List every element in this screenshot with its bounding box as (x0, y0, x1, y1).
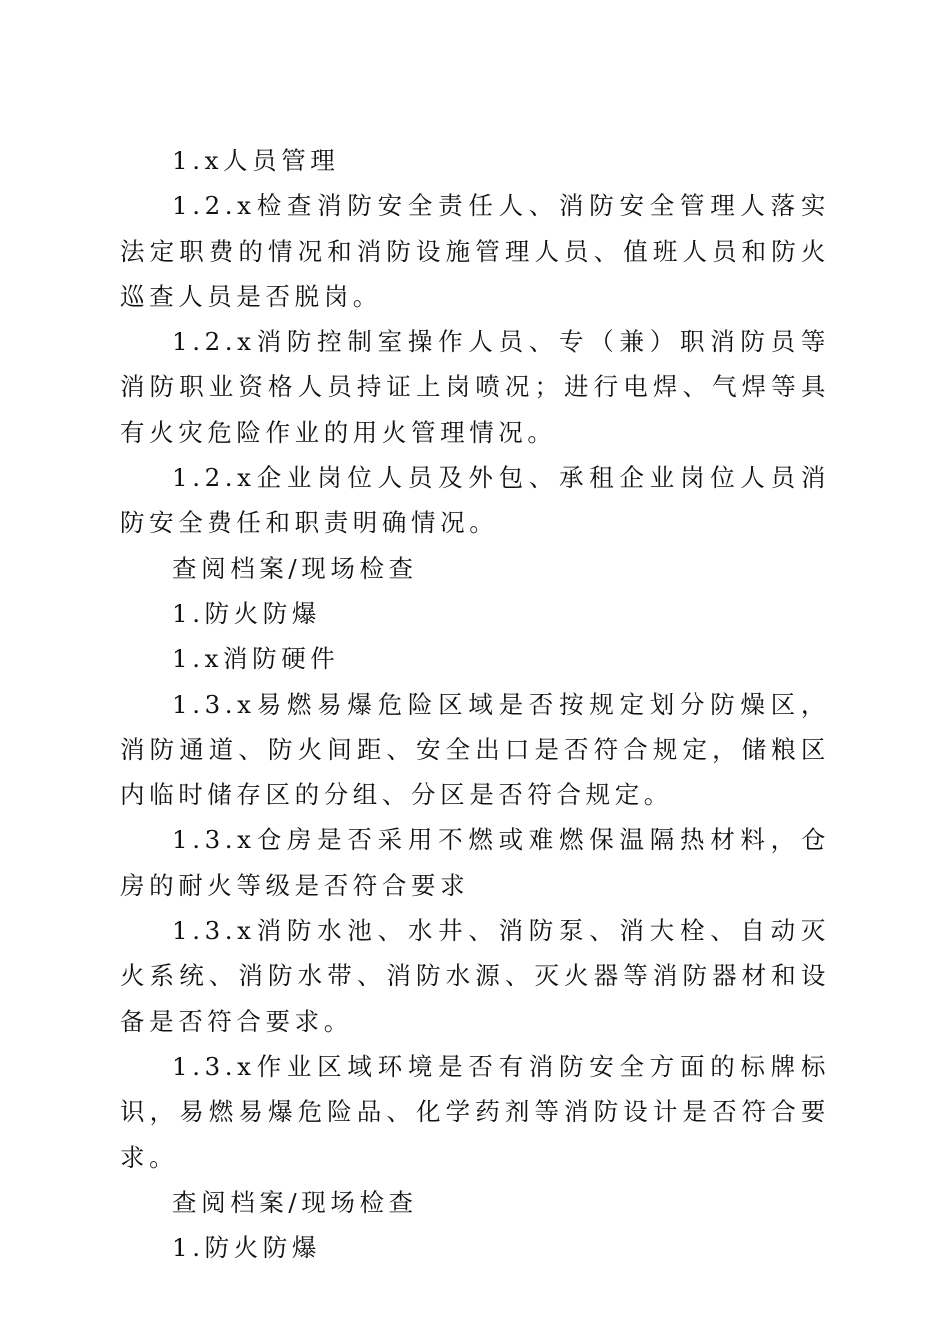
heading-personnel-management: 1.x人员管理 (172, 146, 340, 175)
item-post-personnel: 1.2.x企业岗位人员及外包、承租企业岗位人员消防安全费任和职责明确情况。 (120, 463, 830, 538)
heading-fire-hardware: 1.x消防硬件 (172, 644, 340, 674)
method-archive-inspection: 查阅档案/现场检查 (172, 553, 418, 583)
item-warehouse-materials: 1.3.x仓房是否采用不燃或难燃保温隔热材料，仓房的耐火等级是否符合要求 (120, 825, 830, 900)
item-fire-equipment: 1.3.x消防水池、水井、消防泵、消大栓、自动灭火系统、消防水带、消防水源、灭火器等消防器材和设备是否符合要求。 (120, 916, 830, 1036)
heading-fire-explosion-prevention-2: 1.防火防爆 (172, 1233, 321, 1263)
heading-fire-explosion-prevention: 1.防火防爆 (172, 598, 321, 628)
item-hazard-zones: 1.3.x易燃易爆危险区域是否按规定划分防燥区，消防通道、防火间距、安全出口是否符合规定，储粮区内临时储存区的分组、分区是否符合规定。 (120, 689, 830, 810)
item-signage-design: 1.3.x作业区域环境是否有消防安全方面的标牌标识，易燃易爆危险品、化学药剂等消防设计是否符合要求。 (120, 1051, 830, 1172)
item-control-room-staff: 1.2.x消防控制室操作人员、专（兼）职消防员等消防职业资格人员持证上岗喷况；进行电焊、气焊等具有火灾危险作业的用火管理情况。 (120, 327, 830, 447)
item-responsibility-check: 1.2.x检查消防安全责任人、消防安全管理人落实法定职费的情况和消防设施管理人员、值班人员和防火巡查人员是否脱岗。 (120, 191, 830, 311)
method-archive-inspection-2: 查阅档案/现场检查 (172, 1187, 418, 1217)
document-body (120, 138, 830, 1270)
